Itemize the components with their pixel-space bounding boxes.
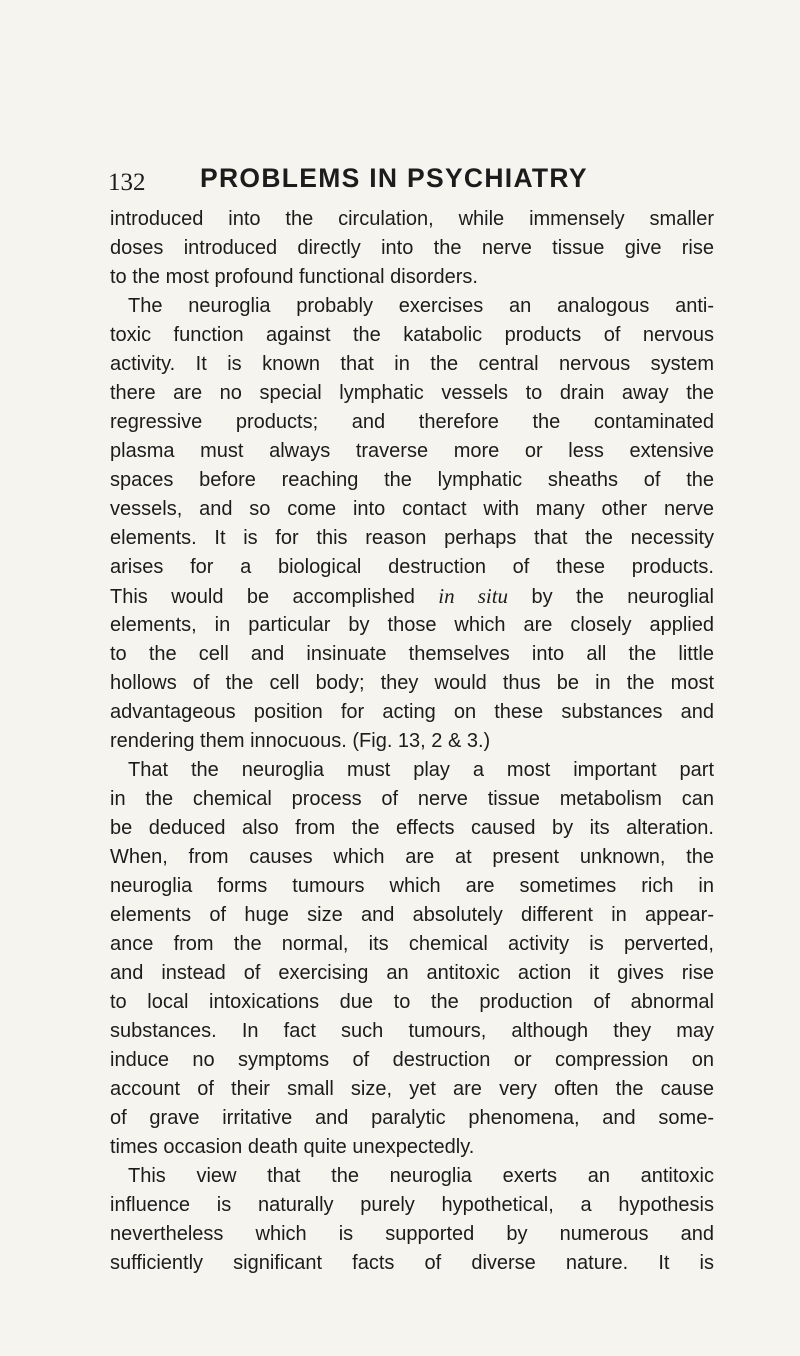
text-line: vessels, and so come into contact with many other nerve [110,498,714,520]
text-segment: by the neuroglial [508,586,714,608]
text-line: neuroglia forms tumours which are sometimes rich in [110,875,714,897]
text-line: substances. In fact such tumours, although they may [110,1020,714,1042]
text-line: there are no special lymphatic vessels to drain away the [110,382,714,404]
text-line: be deduced also from the effects caused by its alteration. [110,817,714,839]
text-line: spaces before reaching the lymphatic sheaths of the [110,469,714,491]
text-line: to the most profound functional disorders. [110,266,478,288]
text-line: introduced into the circulation, while immensely smaller [110,208,714,230]
text-line: influence is naturally purely hypothetical, a hypothesis [110,1194,714,1216]
text-line: of grave irritative and paralytic phenomena, and some- [110,1107,714,1129]
text-line: sufficiently significant facts of diverse nature. It is [110,1252,714,1274]
text-line: elements. It is for this reason perhaps that the necessity [110,527,714,549]
text-line: plasma must always traverse more or less extensive [110,440,714,462]
page-header [108,163,708,199]
text-line: activity. It is known that in the central nervous system [110,353,714,375]
text-line: elements, in particular by those which are closely applied [110,614,714,636]
text-line: That the neuroglia must play a most important part [128,759,714,781]
text-line: ance from the normal, its chemical activity is perverted, [110,933,714,955]
text-line: account of their small size, yet are very often the cause [110,1078,714,1100]
running-title: PROBLEMS IN PSYCHIATRY [200,163,588,193]
text-line: toxic function against the katabolic products of nervous [110,324,714,346]
text-line: The neuroglia probably exercises an analogous anti- [128,295,714,317]
text-line: and instead of exercising an antitoxic action it gives rise [110,962,714,984]
text-line-with-italic [110,582,714,611]
text-segment: This would be accomplished [110,586,439,608]
text-line: When, from causes which are at present unknown, the [110,846,714,868]
text-line: arises for a biological destruction of these products. [110,556,714,578]
body-text [110,205,714,1278]
text-line: times occasion death quite unexpectedly. [110,1136,475,1158]
text-line: elements of huge size and absolutely different in appear- [110,904,714,926]
italic-term: in situ [438,584,509,608]
text-line: in the chemical process of nerve tissue metabolism can [110,788,714,810]
text-line: induce no symptoms of destruction or compression on [110,1049,714,1071]
text-line: hollows of the cell body; they would thus be in the most [110,672,714,694]
text-line: regressive products; and therefore the contaminated [110,411,714,433]
text-line: rendering them innocuous. (Fig. 13, 2 & 3.) [110,730,491,752]
text-line: doses introduced directly into the nerve tissue give rise [110,237,714,259]
text-line: This view that the neuroglia exerts an antitoxic [128,1165,714,1187]
text-line: to the cell and insinuate themselves into all the little [110,643,714,665]
text-line: nevertheless which is supported by numerous and [110,1223,714,1245]
text-line: to local intoxications due to the production of abnormal [110,991,714,1013]
text-line: advantageous position for acting on these substances and [110,701,714,723]
page-number: 132 [108,169,146,196]
